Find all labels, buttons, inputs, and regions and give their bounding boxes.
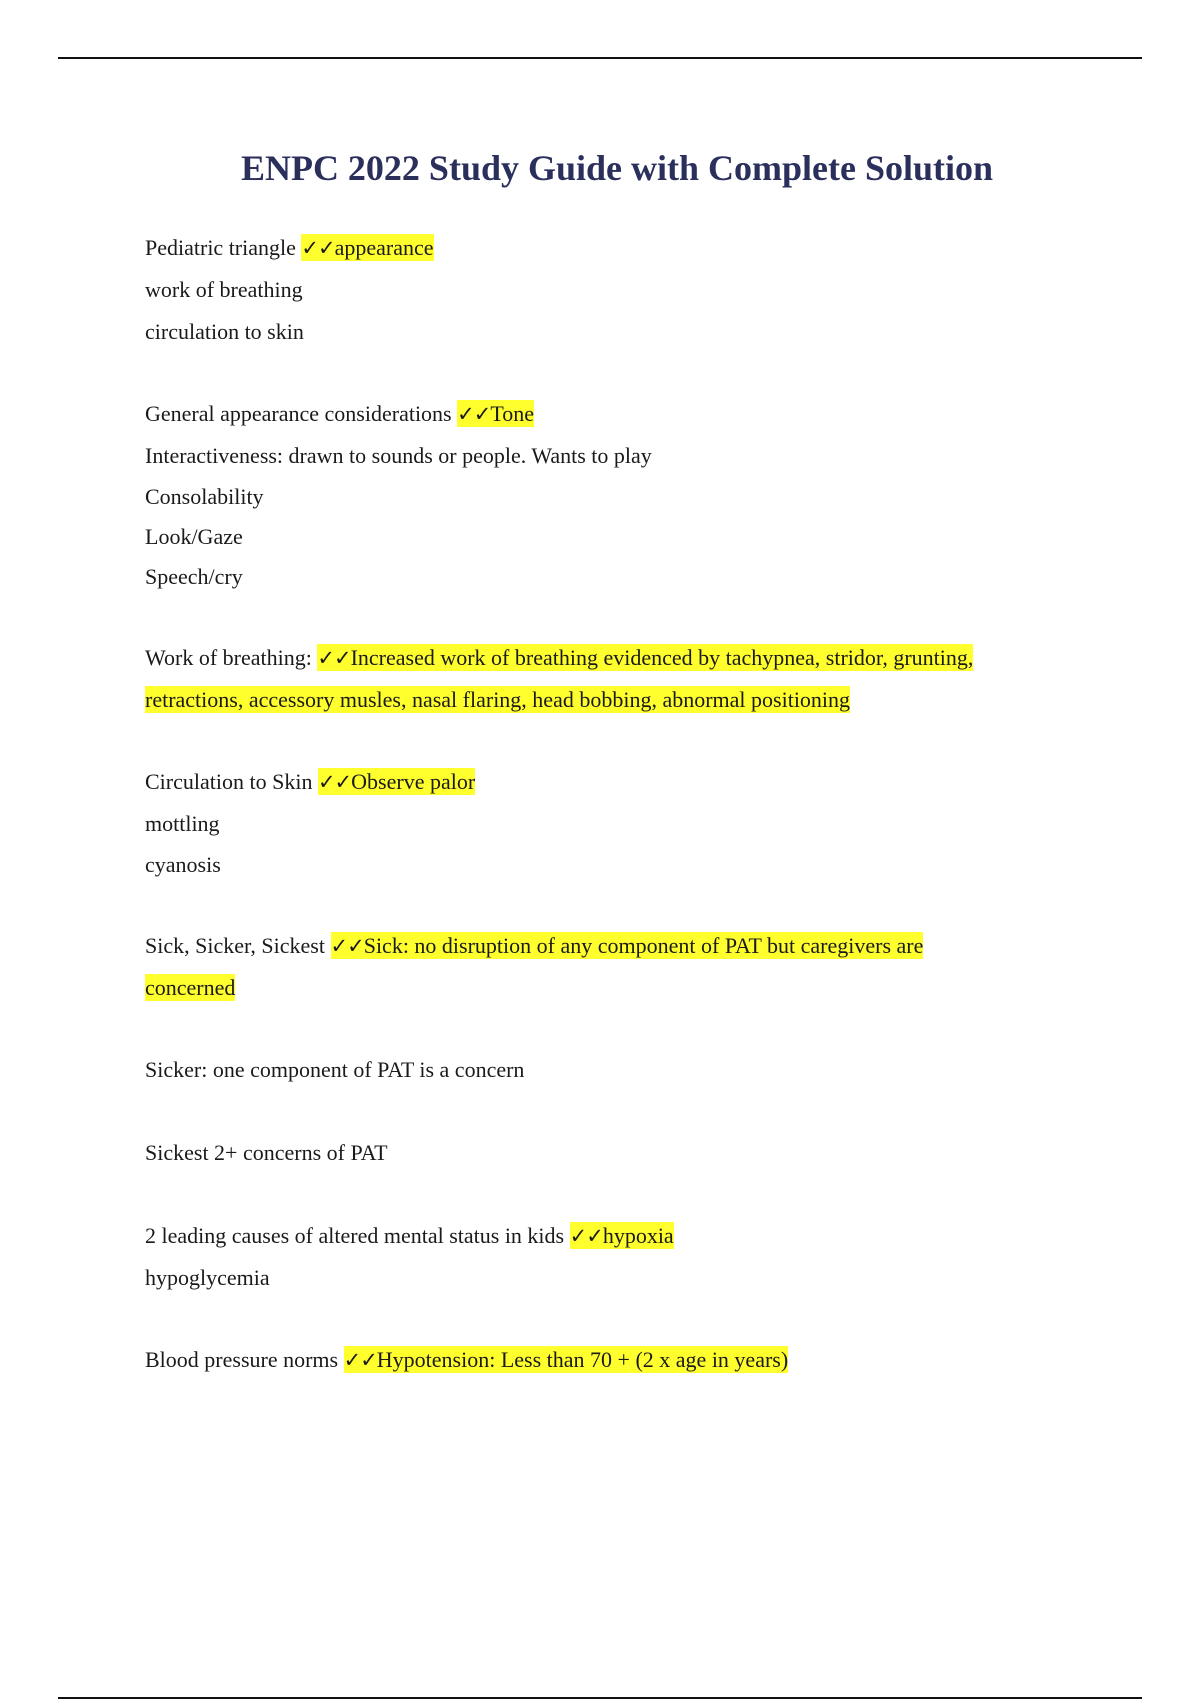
answer-highlight bbox=[317, 644, 973, 671]
page-title: ENPC 2022 Study Guide with Complete Solution bbox=[240, 148, 994, 188]
answer-text: Hypotension: Less than 70 + (2 x age in years) bbox=[376, 1347, 789, 1372]
header-rule bbox=[58, 57, 1142, 59]
question-line bbox=[145, 761, 1085, 803]
answer-line: circulation to skin bbox=[145, 319, 304, 344]
qa-item-pediatric-triangle bbox=[145, 227, 1085, 353]
question-line bbox=[145, 227, 1085, 269]
qa-item-blood-pressure-norms bbox=[145, 1339, 1085, 1381]
question-line bbox=[145, 925, 1085, 967]
answer-line: hypoglycemia bbox=[145, 1265, 270, 1290]
answer-text: appearance bbox=[334, 235, 434, 260]
qa-item-work-of-breathing bbox=[145, 637, 1085, 721]
answer-text: hypoxia bbox=[602, 1223, 674, 1248]
text-item-sicker bbox=[145, 1049, 1085, 1091]
double-check-icon: ✓✓ bbox=[301, 236, 335, 260]
body-text: Sicker: one component of PAT is a concern bbox=[145, 1057, 525, 1082]
answer-line: cyanosis bbox=[145, 852, 221, 877]
footer-rule bbox=[58, 1697, 1142, 1699]
double-check-icon: ✓✓ bbox=[343, 1348, 377, 1372]
question-text: Sick, Sicker, Sickest bbox=[145, 933, 331, 958]
double-check-icon: ✓✓ bbox=[330, 934, 364, 958]
text-item-sickest bbox=[145, 1132, 1085, 1174]
qa-item-circulation-to-skin bbox=[145, 761, 1085, 885]
answer-text: Sick: no disruption of any component of PAT but caregivers are bbox=[363, 933, 924, 958]
question-line bbox=[145, 1339, 1085, 1381]
answer-highlight bbox=[344, 1346, 789, 1373]
question-text: Pediatric triangle bbox=[145, 235, 302, 260]
answer-highlight bbox=[331, 932, 924, 959]
double-check-icon: ✓✓ bbox=[317, 770, 352, 794]
double-check-icon: ✓✓ bbox=[569, 1224, 603, 1248]
answer-line: mottling bbox=[145, 811, 220, 836]
body-text: Sickest 2+ concerns of PAT bbox=[145, 1140, 388, 1165]
answer-line: Look/Gaze bbox=[145, 524, 243, 549]
double-check-icon: ✓✓ bbox=[317, 646, 351, 670]
answer-text: Tone bbox=[490, 401, 534, 426]
answer-highlight: retractions, accessory musles, nasal flaring, head bobbing, abnormal positioning bbox=[145, 687, 851, 712]
question-line bbox=[145, 637, 1085, 679]
qa-item-sick-sicker-sickest bbox=[145, 925, 1085, 1009]
answer-highlight: concerned bbox=[145, 975, 236, 1000]
answer-line bbox=[145, 679, 1085, 721]
answer-highlight bbox=[457, 400, 534, 427]
answer-line: Speech/cry bbox=[145, 564, 243, 589]
answer-line bbox=[145, 967, 1085, 1009]
question-line bbox=[145, 393, 1085, 435]
answer-line: Consolability bbox=[145, 484, 264, 509]
answer-text: Observe palor bbox=[351, 769, 476, 794]
question-text: Blood pressure norms bbox=[145, 1347, 344, 1372]
double-check-icon: ✓✓ bbox=[457, 402, 491, 426]
qa-item-altered-mental-status bbox=[145, 1215, 1085, 1299]
answer-line: Interactiveness: drawn to sounds or people. Wants to play bbox=[145, 443, 652, 468]
answer-text: Increased work of breathing evidenced by tachypnea, stridor, grunting, bbox=[350, 645, 974, 670]
question-text: Work of breathing: bbox=[145, 645, 318, 670]
answer-highlight bbox=[318, 768, 475, 795]
question-text: Circulation to Skin bbox=[145, 769, 318, 794]
answer-highlight bbox=[301, 234, 433, 261]
answer-highlight bbox=[570, 1222, 674, 1249]
answer-line: work of breathing bbox=[145, 277, 303, 302]
question-line bbox=[145, 1215, 1085, 1257]
study-guide-content bbox=[145, 227, 1085, 1421]
qa-item-general-appearance bbox=[145, 393, 1085, 597]
question-text: General appearance considerations bbox=[145, 401, 458, 426]
question-text: 2 leading causes of altered mental status in kids bbox=[145, 1223, 570, 1248]
